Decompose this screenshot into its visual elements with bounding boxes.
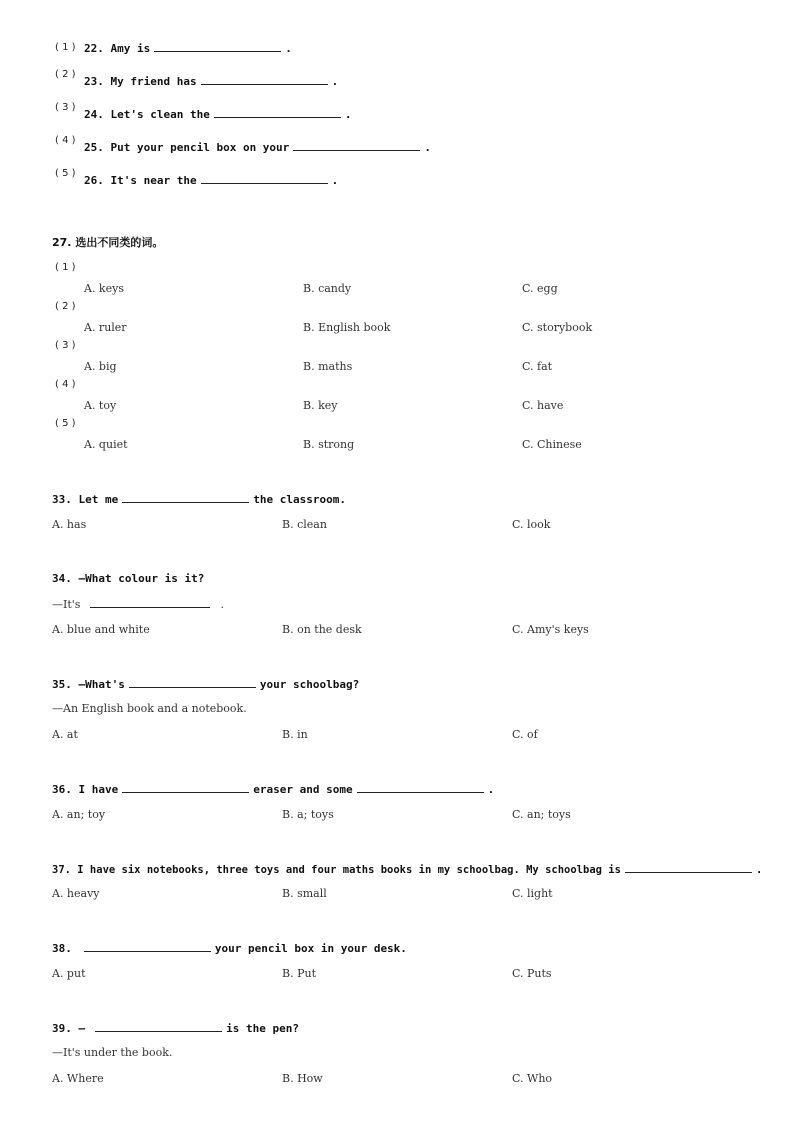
question-23 bbox=[84, 74, 338, 88]
item-number: ( 5 ) bbox=[55, 168, 76, 179]
option-b[interactable]: B. clean bbox=[282, 518, 327, 531]
question-text: 24. Let's clean the bbox=[84, 108, 210, 121]
answer-blank[interactable] bbox=[625, 862, 752, 873]
group-number: ( 5 ) bbox=[55, 418, 76, 429]
question-stem bbox=[52, 862, 762, 876]
answer-blank[interactable] bbox=[122, 492, 249, 503]
option-a[interactable]: A. an; toy bbox=[52, 808, 106, 821]
option-a[interactable]: A. quiet bbox=[84, 438, 128, 451]
question-stem bbox=[52, 492, 346, 506]
reply-line: —An English book and a notebook. bbox=[52, 702, 247, 715]
option-b[interactable]: B. a; toys bbox=[282, 808, 334, 821]
answer-blank[interactable] bbox=[357, 782, 484, 793]
question-24 bbox=[84, 107, 351, 121]
option-c[interactable]: C. light bbox=[512, 887, 553, 900]
option-c[interactable]: C. Who bbox=[512, 1072, 553, 1085]
question-text-end: . bbox=[331, 75, 339, 88]
question-text-end: . bbox=[487, 783, 495, 796]
option-b[interactable]: B. on the desk bbox=[282, 623, 362, 636]
question-stem bbox=[52, 941, 407, 955]
option-c[interactable]: C. Puts bbox=[512, 967, 552, 980]
option-c[interactable]: C. look bbox=[512, 518, 551, 531]
question-text-middle: eraser and some bbox=[253, 783, 353, 796]
option-a[interactable]: A. blue and white bbox=[52, 623, 150, 636]
option-c[interactable]: C. of bbox=[512, 728, 538, 741]
option-b[interactable]: B. candy bbox=[303, 282, 352, 295]
group-number: ( 4 ) bbox=[55, 379, 76, 390]
question-26 bbox=[84, 173, 338, 187]
option-b[interactable]: B. maths bbox=[303, 360, 353, 373]
question-text-end: . bbox=[424, 141, 431, 154]
answer-blank[interactable] bbox=[129, 677, 256, 688]
question-text-end: . bbox=[755, 864, 763, 876]
item-number: ( 3 ) bbox=[55, 102, 76, 113]
item-number: ( 2 ) bbox=[55, 69, 76, 80]
option-b[interactable]: B. How bbox=[282, 1072, 323, 1085]
question-title: 27. 选出不同类的词。 bbox=[52, 236, 164, 249]
question-text-end: . bbox=[285, 42, 292, 55]
option-a[interactable]: A. keys bbox=[84, 282, 124, 295]
option-c[interactable]: C. an; toys bbox=[512, 808, 571, 821]
group-number: ( 1 ) bbox=[55, 262, 76, 273]
option-c[interactable]: C. have bbox=[522, 399, 564, 412]
reply-text: —It's bbox=[52, 598, 81, 611]
answer-blank[interactable] bbox=[214, 107, 341, 118]
option-b[interactable]: B. strong bbox=[303, 438, 355, 451]
question-text: 22. Amy is bbox=[84, 42, 151, 55]
option-a[interactable]: A. toy bbox=[84, 399, 117, 412]
option-c[interactable]: C. egg bbox=[522, 282, 558, 295]
option-a[interactable]: A. big bbox=[84, 360, 117, 373]
option-a[interactable]: A. Where bbox=[52, 1072, 104, 1085]
question-22 bbox=[84, 41, 292, 55]
reply-line: —It's under the book. bbox=[52, 1046, 173, 1059]
option-b[interactable]: B. key bbox=[303, 399, 338, 412]
question-text: 33. Let me bbox=[52, 493, 119, 506]
option-c[interactable]: C. Chinese bbox=[522, 438, 582, 451]
question-text-end: . bbox=[344, 108, 352, 121]
option-b[interactable]: B. English book bbox=[303, 321, 391, 334]
answer-blank[interactable] bbox=[90, 597, 210, 608]
answer-blank[interactable] bbox=[293, 140, 420, 151]
option-c[interactable]: C. fat bbox=[522, 360, 553, 373]
question-stem bbox=[52, 677, 359, 691]
answer-blank[interactable] bbox=[84, 941, 211, 952]
reply-text-end: . bbox=[220, 598, 224, 611]
item-number: ( 4 ) bbox=[55, 135, 76, 146]
question-text: 39. — bbox=[52, 1022, 86, 1035]
question-stem: 34. —What colour is it? bbox=[52, 572, 205, 585]
option-b[interactable]: B. small bbox=[282, 887, 327, 900]
reply-line bbox=[52, 597, 224, 611]
answer-blank[interactable] bbox=[154, 41, 281, 52]
answer-blank[interactable] bbox=[201, 74, 328, 85]
question-text: 23. My friend has bbox=[84, 75, 197, 88]
question-text: 37. I have six notebooks, three toys and four maths books in my schoolbag. My schoolbag is bbox=[52, 864, 621, 876]
option-a[interactable]: A. ruler bbox=[84, 321, 127, 334]
question-text-end: your pencil box in your desk. bbox=[214, 942, 407, 955]
question-stem bbox=[52, 1021, 299, 1035]
group-number: ( 2 ) bbox=[55, 301, 76, 312]
question-text: 35. —What's bbox=[52, 678, 125, 691]
group-number: ( 3 ) bbox=[55, 340, 76, 351]
option-c[interactable]: C. storybook bbox=[522, 321, 593, 334]
question-text-end: the classroom. bbox=[253, 493, 346, 506]
question-text-end: is the pen? bbox=[226, 1022, 299, 1035]
option-b[interactable]: B. Put bbox=[282, 967, 316, 980]
question-text: 36. I have bbox=[52, 783, 119, 796]
option-c[interactable]: C. Amy's keys bbox=[512, 623, 589, 636]
question-text: 25. Put your pencil box on your bbox=[84, 141, 290, 154]
answer-blank[interactable] bbox=[95, 1021, 222, 1032]
question-stem bbox=[52, 782, 494, 796]
question-text: 38. bbox=[52, 942, 72, 955]
option-a[interactable]: A. heavy bbox=[52, 887, 100, 900]
answer-blank[interactable] bbox=[201, 173, 328, 184]
option-a[interactable]: A. at bbox=[52, 728, 78, 741]
question-text: 26. It's near the bbox=[84, 174, 197, 187]
answer-blank[interactable] bbox=[122, 782, 249, 793]
option-a[interactable]: A. put bbox=[52, 967, 86, 980]
question-text-end: your schoolbag? bbox=[259, 678, 360, 691]
item-number: ( 1 ) bbox=[55, 42, 76, 53]
option-a[interactable]: A. has bbox=[52, 518, 87, 531]
question-25 bbox=[84, 140, 431, 154]
option-b[interactable]: B. in bbox=[282, 728, 308, 741]
question-text-end: . bbox=[331, 174, 339, 187]
